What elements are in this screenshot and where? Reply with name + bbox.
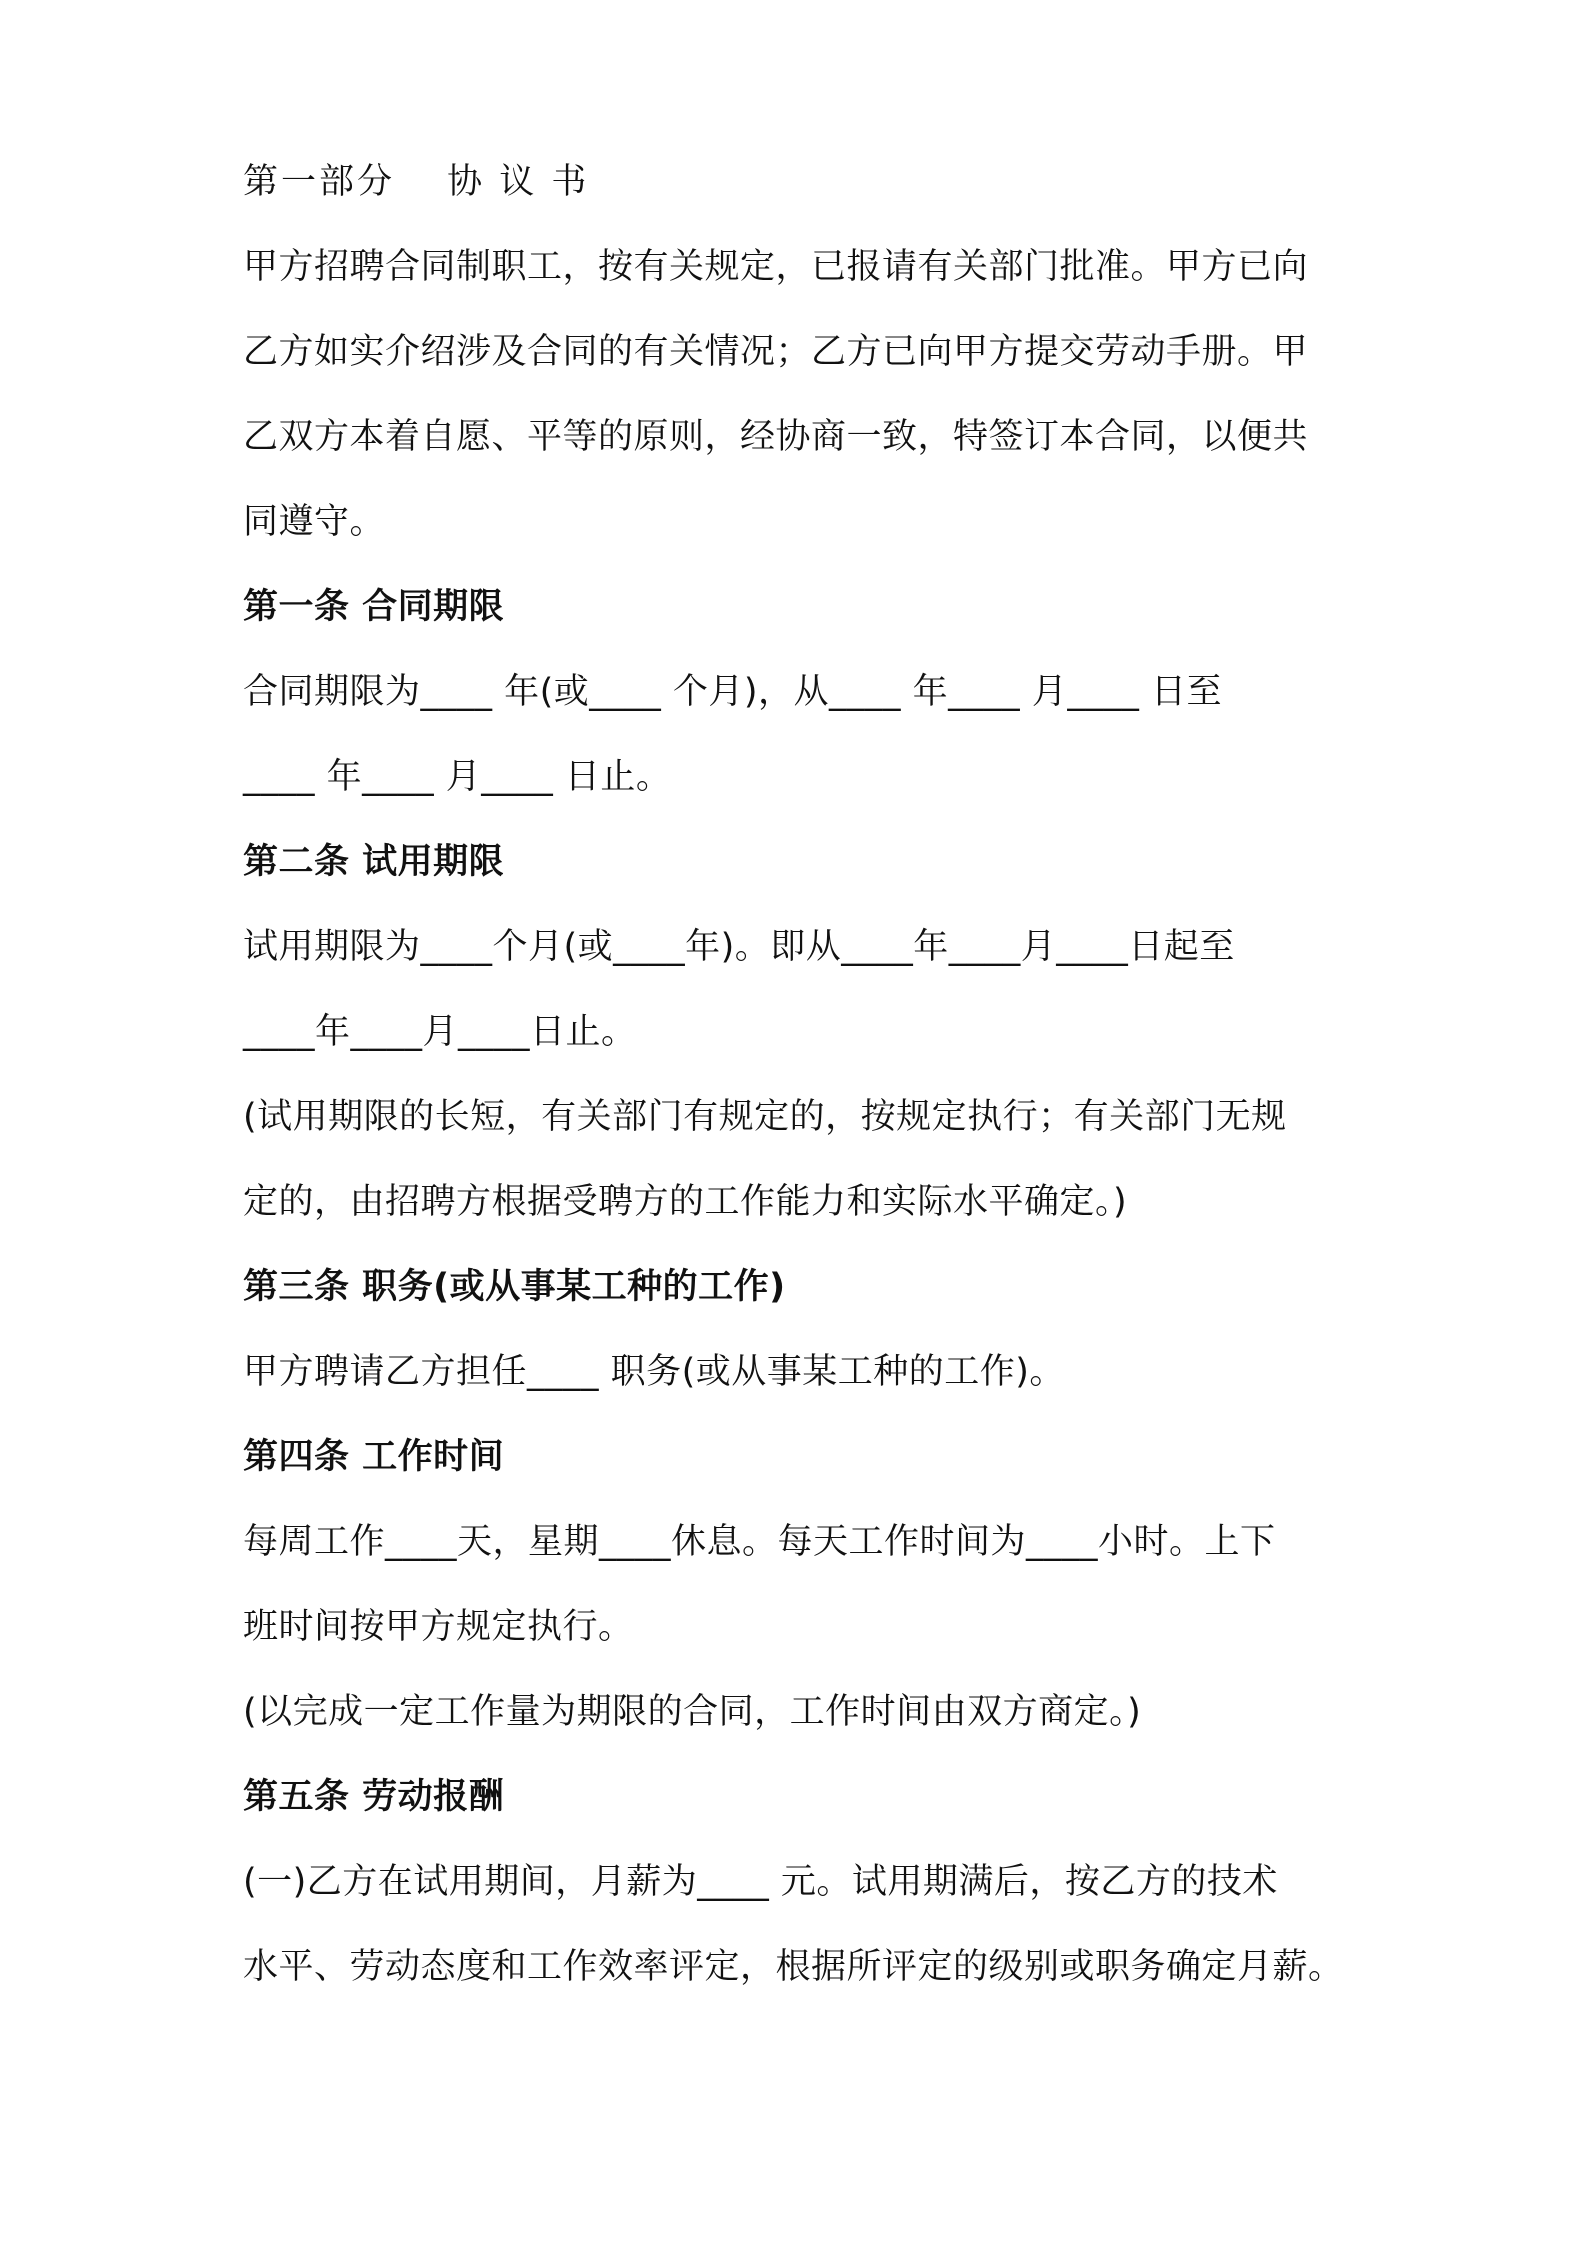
intro-line: 乙方如实介绍涉及合同的有关情况；乙方已向甲方提交劳动手册。甲 bbox=[243, 332, 1309, 372]
article-4-title: 第四条 工作时间 bbox=[243, 1437, 505, 1477]
article-5-line: (一)乙方在试用期间，月薪为____ 元。试用期满后，按乙方的技术 bbox=[243, 1862, 1278, 1902]
article-4-line: 班时间按甲方规定执行。 bbox=[243, 1607, 634, 1647]
article-5-title: 第五条 劳动报酬 bbox=[243, 1777, 505, 1817]
article-2-note-line: (试用期限的长短，有关部门有规定的，按规定执行；有关部门无规 bbox=[243, 1097, 1287, 1137]
intro-line: 乙双方本着自愿、平等的原则，经协商一致，特签订本合同，以便共 bbox=[243, 417, 1309, 457]
part-title: 第一部分 协 议 书 bbox=[243, 162, 590, 202]
article-1-title: 第一条 合同期限 bbox=[243, 587, 505, 627]
article-2-title: 第二条 试用期限 bbox=[243, 842, 505, 882]
article-4-line: 每周工作____天，星期____休息。每天工作时间为____小时。上下 bbox=[243, 1522, 1276, 1562]
intro-line: 同遵守。 bbox=[243, 502, 386, 542]
document-body bbox=[243, 140, 1358, 2010]
article-1-line: ____ 年____ 月____ 日止。 bbox=[243, 757, 672, 797]
article-3-title: 第三条 职务(或从事某工种的工作) bbox=[243, 1267, 786, 1307]
article-1-line: 合同期限为____ 年(或____ 个月)，从____ 年____ 月____ 日至 bbox=[243, 672, 1222, 712]
article-2-line: ____年____月____日止。 bbox=[243, 1012, 637, 1052]
article-4-note-line: (以完成一定工作量为期限的合同，工作时间由双方商定。) bbox=[243, 1692, 1142, 1732]
intro-line: 甲方招聘合同制职工，按有关规定，已报请有关部门批准。甲方已向 bbox=[243, 247, 1309, 287]
article-5-line: 水平、劳动态度和工作效率评定，根据所评定的级别或职务确定月薪。 bbox=[243, 1947, 1344, 1987]
article-2-note-line: 定的，由招聘方根据受聘方的工作能力和实际水平确定。) bbox=[243, 1182, 1128, 1222]
article-2-line: 试用期限为____个月(或____年)。即从____年____月____日起至 bbox=[243, 927, 1235, 967]
article-3-line: 甲方聘请乙方担任____ 职务(或从事某工种的工作)。 bbox=[243, 1352, 1065, 1392]
